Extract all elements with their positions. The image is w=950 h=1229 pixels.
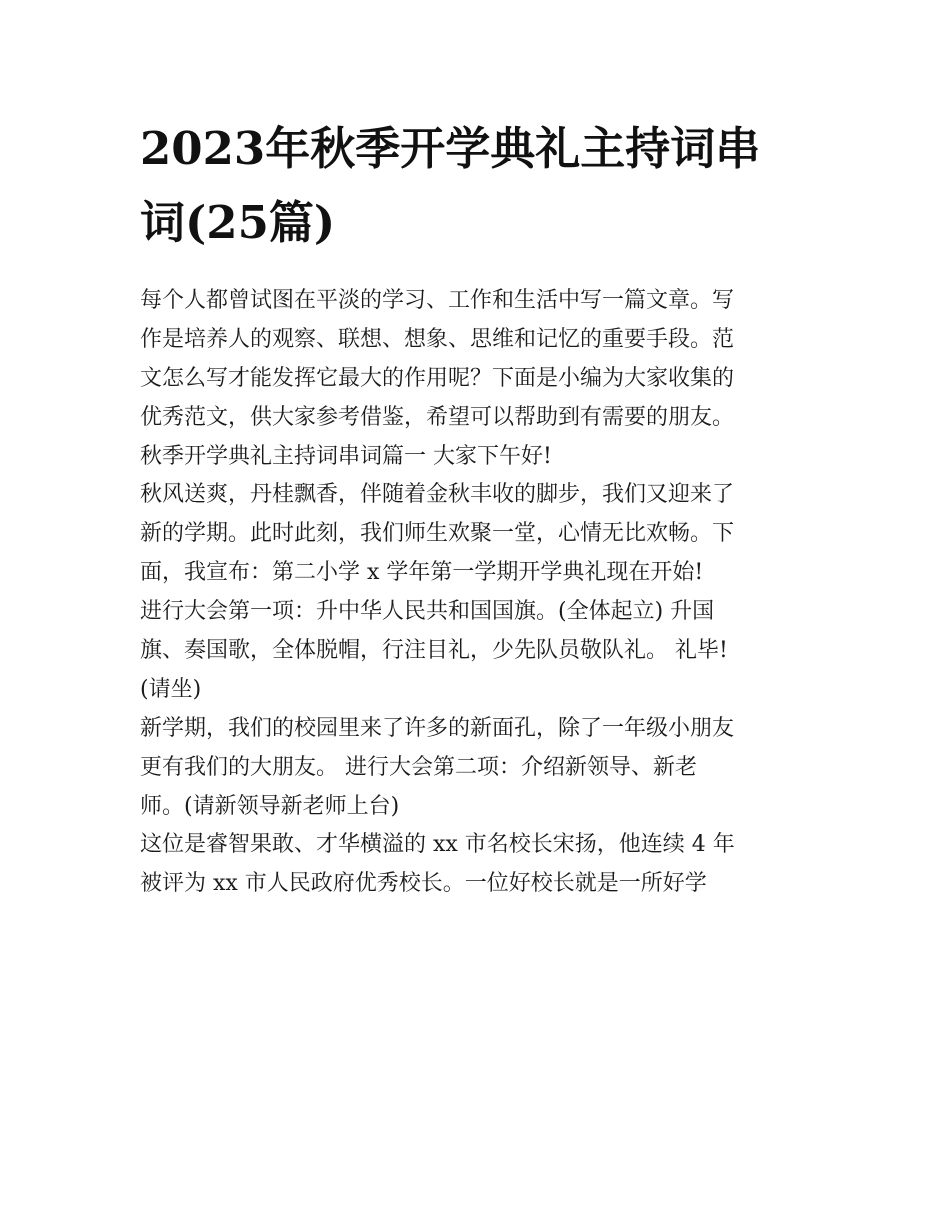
body-line-4: 优秀范文，供大家参考借鉴，希望可以帮助到有需要的朋友。 (140, 404, 735, 430)
body-line-11: (请坐) (140, 676, 202, 702)
body-line-15: 这位是睿智果敢、才华横溢的 xx 市名校长宋扬，他连续 4 年 (140, 832, 735, 858)
body-line-10: 旗、奏国歌，全体脱帽，行注目礼，少先队员敬队礼。 礼毕! (140, 638, 728, 664)
body-line-7: 新的学期。此时此刻，我们师生欢聚一堂，心情无比欢畅。下 (140, 521, 735, 547)
body-line-14: 师。(请新领导新老师上台) (140, 793, 400, 819)
title-line-2: 词(25篇) (140, 196, 336, 249)
body-line-2: 作是培养人的观察、联想、想象、思维和记忆的重要手段。范 (140, 326, 735, 352)
body-line-13: 更有我们的大朋友。 进行大会第二项：介绍新领导、新老 (140, 754, 697, 780)
body-line-6: 秋风送爽，丹桂飘香，伴随着金秋丰收的脚步，我们又迎来了 (140, 482, 735, 508)
body-line-8: 面，我宣布：第二小学 x 学年第一学期开学典礼现在开始! (140, 560, 704, 586)
body-line-1: 每个人都曾试图在平淡的学习、工作和生活中写一篇文章。写 (140, 288, 735, 313)
body-line-3: 文怎么写才能发挥它最大的作用呢？下面是小编为大家收集的 (140, 365, 735, 391)
title-line-1: 2023年秋季开学典礼主持词串 (140, 122, 761, 175)
document-body (140, 282, 830, 904)
document-title (140, 112, 820, 260)
body-line-12: 新学期，我们的校园里来了许多的新面孔，除了一年级小朋友 (140, 715, 735, 741)
body-line-5: 秋季开学典礼主持词串词篇一 大家下午好! (140, 443, 552, 469)
body-line-16: 被评为 xx 市人民政府优秀校长。一位好校长就是一所好学 (140, 871, 707, 897)
body-line-9: 进行大会第一项：升中华人民共和国国旗。(全体起立) 升国 (140, 599, 715, 625)
